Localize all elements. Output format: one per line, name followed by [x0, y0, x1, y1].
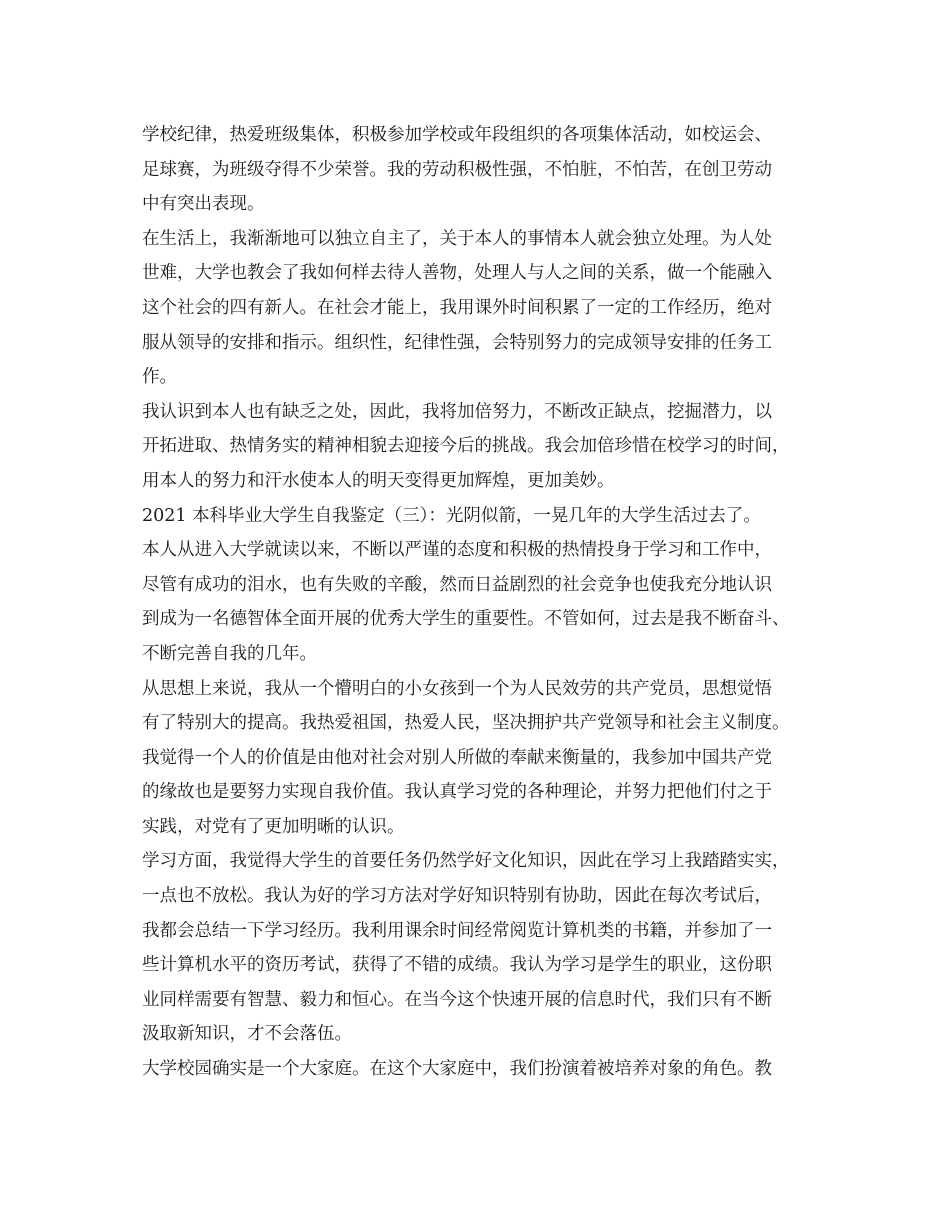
text-line: 开拓进取、热情务实的精神相貌去迎接今后的挑战。我会加倍珍惜在校学习的时间， — [142, 436, 790, 457]
text-line: 到成为一名德智体全面开展的优秀大学生的重要性。不管如何，过去是我不断奋斗、 — [142, 609, 790, 630]
text-line: 我认识到本人也有缺乏之处，因此，我将加倍努力，不断改正缺点，挖掘潜力，以 — [142, 401, 772, 422]
text-line: 我觉得一个人的价值是由他对社会对别人所做的奉献来衡量的，我参加中国共产党 — [142, 747, 772, 768]
text-line: 从思想上来说，我从一个懵明白的小女孩到一个为人民效劳的共产党员，思想觉悟 — [142, 678, 772, 699]
text-line: 本人从进入大学就读以来，不断以严谨的态度和积极的热情投身于学习和工作中， — [142, 540, 772, 561]
text-line: 服从领导的安排和指示。组织性，纪律性强，会特别努力的完成领导安排的任务工 — [142, 332, 772, 353]
text-line: 我都会总结一下学习经历。我利用课余时间经常阅览计算机类的书籍，并参加了一 — [142, 920, 772, 941]
text-line: 作。 — [142, 367, 177, 388]
text-line: 这个社会的四有新人。在社会才能上，我用课外时间积累了一定的工作经历，绝对 — [142, 297, 772, 318]
text-line: 学习方面，我觉得大学生的首要任务仍然学好文化知识，因此在学习上我踏踏实实， — [142, 851, 790, 872]
text-line: 些计算机水平的资历考试，获得了不错的成绩。我认为学习是学生的职业，这份职 — [142, 955, 772, 976]
text-line: 实践，对党有了更加明晰的认识。 — [142, 816, 405, 837]
text-line: 尽管有成功的泪水，也有失败的辛酸，然而日益剧烈的社会竞争也使我充分地认识 — [142, 574, 772, 595]
document-body — [142, 118, 822, 1087]
text-line: 学校纪律，热爱班级集体，积极参加学校或年段组织的各项集体活动，如校运会、 — [142, 125, 772, 145]
text-line: 足球赛，为班级夺得不少荣誉。我的劳动积极性强，不怕脏，不怕苦，在创卫劳动 — [142, 159, 772, 180]
text-line: 世难，大学也教会了我如何样去待人善物，处理人与人之间的关系，做一个能融入 — [142, 263, 772, 284]
text-line: 不断完善自我的几年。 — [142, 643, 317, 664]
text-line: 在生活上，我渐渐地可以独立自主了，关于本人的事情本人就会独立处理。为人处 — [142, 228, 772, 249]
text-line: 业同样需要有智慧、毅力和恒心。在当今这个快速开展的信息时代，我们只有不断 — [142, 989, 772, 1010]
text-line: 大学校园确实是一个大家庭。在这个大家庭中，我们扮演着被培养对象的角色。教 — [142, 1059, 772, 1080]
text-line: 一点也不放松。我认为好的学习方法对学好知识特别有协助，因此在每次考试后， — [142, 886, 772, 907]
text-line: 汲取新知识，才不会落伍。 — [142, 1024, 352, 1045]
text-line: 中有突出表现。 — [142, 194, 265, 215]
text-line: 用本人的努力和汗水使本人的明天变得更加辉煌，更加美妙。 — [142, 470, 615, 491]
text-line: 有了特别大的提高。我热爱祖国，热爱人民，坚决拥护共产党领导和社会主义制度。 — [142, 713, 790, 734]
text-line: 的缘故也是要努力实现自我价值。我认真学习党的各种理论，并努力把他们付之于 — [142, 782, 772, 803]
text-line: 2021 本科毕业大学生自我鉴定（三）：光阴似箭，一晃几年的大学生活过去了。 — [142, 505, 761, 526]
